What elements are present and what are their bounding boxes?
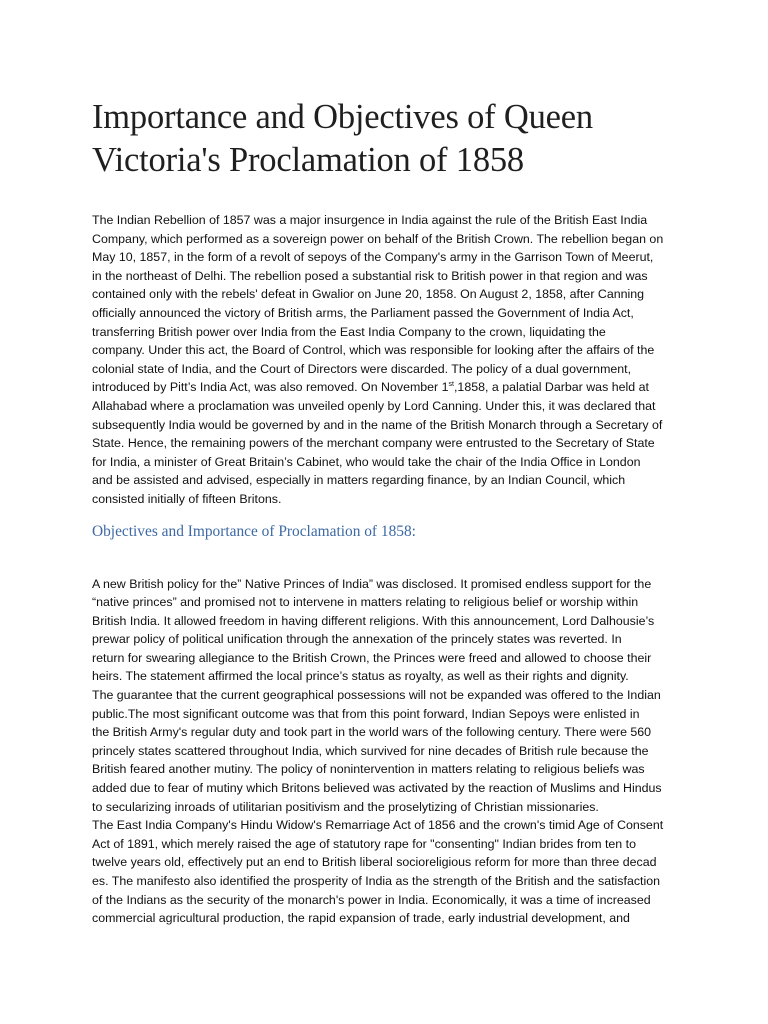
paragraph-line: Allahabad where a proclamation was unveiled openly by Lord Canning. Under this, it was declared that [92, 398, 656, 413]
paragraph-line: British feared another mutiny. The policy of nonintervention in matters relating to religious beliefs was [92, 762, 645, 777]
title-line-2: Victoria's Proclamation of 1858 [92, 141, 524, 179]
paragraph-line: A new British policy for the” Native Princes of India” was disclosed. It promised endless support for the [92, 576, 652, 591]
page-title [92, 96, 676, 182]
paragraph-line: and be assisted and advised, especially in matters regarding finance, by an Indian Council, which [92, 473, 626, 488]
paragraph-line: State. Hence, the remaining powers of the merchant company were entrusted to the Secretary of State [92, 436, 655, 451]
paragraph-line: The Indian Rebellion of 1857 was a major insurgence in India against the rule of the British East India [92, 213, 648, 227]
ordinal-suffix: st [448, 381, 454, 389]
paragraph-line: princely states scattered throughout India, which survived for nine decades of British rule because the [92, 743, 649, 758]
intro-paragraph [92, 211, 676, 509]
paragraph-line: added due to fear of mutiny which Britons believed was activated by the reaction of Muslims and Hindus [92, 781, 662, 796]
line-text: introduced by Pitt’s India Act, was also removed. On November 1 [92, 380, 449, 395]
paragraph-line: commercial agricultural production, the rapid expansion of trade, early industrial development, and [92, 911, 630, 926]
paragraph-line: Company, which performed as a sovereign power on behalf of the British Crown. The rebellion began on [92, 231, 664, 246]
paragraph-line: British India. It allowed freedom in having different religions. With this announcement, Lord Dalhousie’s [92, 613, 655, 628]
paragraph-line: transferring British power over India from the East India Company to the crown, liquidating the [92, 324, 606, 339]
paragraph-line: Act of 1891, which merely raised the age of statutory rape for "consenting" Indian brides from ten to [92, 836, 636, 851]
paragraph-line: officially announced the victory of British arms, the Parliament passed the Government of India Act, [92, 305, 634, 320]
paragraph-line: “native princes” and promised not to intervene in matters relating to religious belief or worship within [92, 595, 639, 610]
title-line-1: Importance and Objectives of Queen [92, 98, 593, 136]
paragraph-line: company. Under this act, the Board of Control, which was responsible for looking after the affairs of the [92, 343, 655, 358]
paragraph-line: es. The manifesto also identified the prosperity of India as the strength of the British and the satisfaction [92, 874, 661, 888]
paragraph-line: The East India Company's Hindu Widow's Remarriage Act of 1856 and the crown's timid Age of Consent [92, 818, 664, 833]
paragraph-line: for India, a minister of Great Britain’s Cabinet, who would take the chair of the India Office in London [92, 454, 641, 469]
paragraph-line: heirs. The statement affirmed the local prince’s status as royalty, as well as their rights and dignity. [92, 669, 629, 684]
paragraph-line: The guarantee that the current geographical possessions will not be expanded was offered to the Indian [92, 688, 661, 703]
paragraph-line: public.The most significant outcome was that from this point forward, Indian Sepoys were enlisted in [92, 706, 640, 721]
paragraph-line: the British Army's regular duty and took part in the world wars of the following century. There were 560 [92, 725, 652, 740]
paragraph-line: prewar policy of political unification through the annexation of the princely states was reverted. In [92, 632, 622, 647]
paragraph-line: of the Indians as the security of the monarch's power in India. Economically, it was a time of increased [92, 892, 651, 907]
paragraph-line: May 10, 1857, in the form of a revolt of sepoys of the Company's army in the Garrison Town of Meerut, [92, 250, 654, 265]
paragraph-line: contained only with the rebels' defeat in Gwalior on June 20, 1858. On August 2, 1858, after Canning [92, 287, 645, 302]
paragraph-line: colonial state of India, and the Court of Directors were discarded. The policy of a dual government, [92, 361, 632, 376]
paragraph-line [92, 378, 676, 397]
paragraph-line: to secularizing inroads of utilitarian positivism and the proselytizing of Christian missionaries. [92, 799, 599, 814]
paragraph-line: subsequently India would be governed by and in the name of the British Monarch through a Secretary of [92, 417, 663, 432]
objectives-paragraph [92, 575, 676, 928]
paragraph-line: consisted initially of fifteen Britons. [92, 491, 282, 506]
line-text: ,1858, a palatial Darbar was held at [453, 380, 649, 395]
paragraph-line: return for swearing allegiance to the British Crown, the Princes were freed and allowed to choose their [92, 650, 652, 665]
section-heading: Objectives and Importance of Proclamation of 1858: [92, 522, 416, 540]
paragraph-line: twelve years old, effectively put an end to British liberal socioreligious reform for more than three decad [92, 855, 657, 870]
paragraph-line: in the northeast of Delhi. The rebellion posed a substantial risk to British power in that region and was [92, 268, 648, 283]
